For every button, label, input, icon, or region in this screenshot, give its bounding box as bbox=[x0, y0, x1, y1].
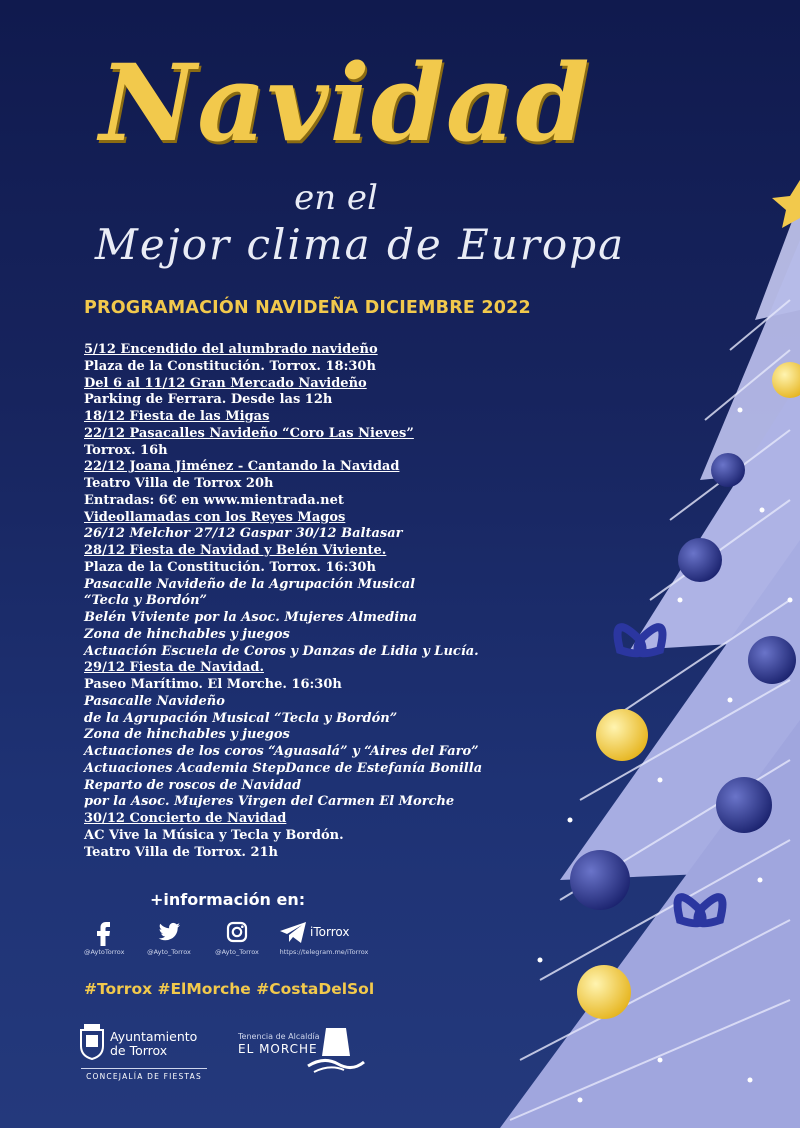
program-line: Pasacalle Navideño de la Agrupación Musical bbox=[84, 576, 416, 592]
program-line: Plaza de la Constitución. Torrox. 16:30h bbox=[84, 559, 376, 575]
program-line: Actuaciones Academia StepDance de Estefanía Bonilla bbox=[84, 760, 483, 776]
program-line: 26/12 Melchor 27/12 Gaspar 30/12 Baltasar bbox=[84, 526, 403, 542]
program-line: Del 6 al 11/12 Gran Mercado Navideño bbox=[84, 375, 367, 391]
program-line: Teatro Villa de Torrox. 21h bbox=[84, 844, 279, 860]
program-line: 29/12 Fiesta de Navidad. bbox=[84, 660, 264, 676]
program-line: 28/12 Fiesta de Navidad y Belén Viviente. bbox=[84, 543, 387, 558]
program-line: 18/12 Fiesta de las Migas bbox=[84, 409, 270, 424]
program-line: Belén Viviente por la Asoc. Mujeres Almedina bbox=[84, 610, 418, 625]
twitter-icon bbox=[144, 918, 194, 946]
instagram-handle: @Ayto_Torrox bbox=[215, 948, 259, 956]
facebook-handle: @AytoTorrox bbox=[84, 948, 125, 956]
telegram-icon bbox=[276, 918, 372, 946]
program-line: Actuación Escuela de Coros y Danzas de Lidia y Lucía. bbox=[84, 643, 479, 659]
social-telegram[interactable] bbox=[276, 918, 372, 956]
info-title: +información en: bbox=[150, 890, 306, 909]
program-line: Paseo Marítimo. El Morche. 16:30h bbox=[84, 677, 342, 692]
program-line: Torrox. 16h bbox=[84, 442, 168, 458]
program-line: de la Agrupación Musical “Tecla y Bordón” bbox=[84, 710, 398, 726]
program-line: Plaza de la Constitución. Torrox. 18:30h bbox=[84, 358, 376, 374]
social-twitter[interactable] bbox=[144, 918, 194, 956]
program-line: Reparto de roscos de Navidad bbox=[84, 777, 302, 793]
program-line: Parking de Ferrara. Desde las 12h bbox=[84, 392, 333, 408]
tenencia-line2: EL MORCHE bbox=[238, 1042, 318, 1056]
tenencia-line1: Tenencia de Alcaldía bbox=[238, 1032, 320, 1041]
title-en-el: en el bbox=[294, 178, 378, 218]
title-mejor-clima: Mejor clima de Europa bbox=[94, 220, 626, 269]
instagram-icon bbox=[212, 918, 262, 946]
program-line: 22/12 Joana Jiménez - Cantando la Navidad bbox=[84, 459, 400, 475]
social-instagram[interactable] bbox=[212, 918, 262, 956]
concejalia-label: CONCEJALÍA DE FIESTAS bbox=[81, 1068, 207, 1081]
program-line: Entradas: 6€ en www.mientrada.net bbox=[84, 492, 344, 508]
program-line: Actuaciones de los coros “Aguasalá” y “Aires del Faro” bbox=[84, 744, 479, 759]
title-navidad: Navidad bbox=[99, 40, 591, 165]
ayuntamiento-line2: de Torrox bbox=[110, 1043, 168, 1058]
coat-of-arms-icon bbox=[80, 1024, 104, 1060]
program-heading: PROGRAMACIÓN NAVIDEÑA DICIEMBRE 2022 bbox=[84, 298, 531, 318]
program-line: 5/12 Encendido del alumbrado navideño bbox=[84, 342, 378, 357]
program-line: Videollamadas con los Reyes Magos bbox=[84, 509, 346, 525]
ayuntamiento-line1: Ayuntamiento bbox=[110, 1029, 198, 1044]
facebook-icon bbox=[84, 918, 124, 946]
tower-icon bbox=[304, 1026, 366, 1076]
program-line: 30/12 Concierto de Navidad bbox=[84, 811, 287, 826]
program-line: Zona de hinchables y juegos bbox=[84, 626, 290, 642]
program-line: “Tecla y Bordón” bbox=[84, 593, 208, 609]
program-line: Pasacalle Navideño bbox=[84, 693, 225, 709]
telegram-label: iTorrox bbox=[310, 925, 350, 939]
program-line: por la Asoc. Mujeres Virgen del Carmen El Morche bbox=[84, 794, 455, 810]
telegram-handle: https://telegram.me/iTorrox bbox=[279, 948, 369, 956]
program-line: Zona de hinchables y juegos bbox=[84, 727, 290, 743]
twitter-handle: @Ayto_Torrox bbox=[147, 948, 191, 956]
social-facebook[interactable] bbox=[84, 918, 124, 956]
program-line: AC Vive la Música y Tecla y Bordón. bbox=[84, 827, 344, 843]
hashtags: #Torrox #ElMorche #CostaDelSol bbox=[84, 980, 375, 998]
program-list bbox=[84, 342, 554, 861]
program-line: 22/12 Pasacalles Navideño “Coro Las Nieves” bbox=[84, 425, 414, 441]
program-line: Teatro Villa de Torrox 20h bbox=[84, 476, 274, 491]
